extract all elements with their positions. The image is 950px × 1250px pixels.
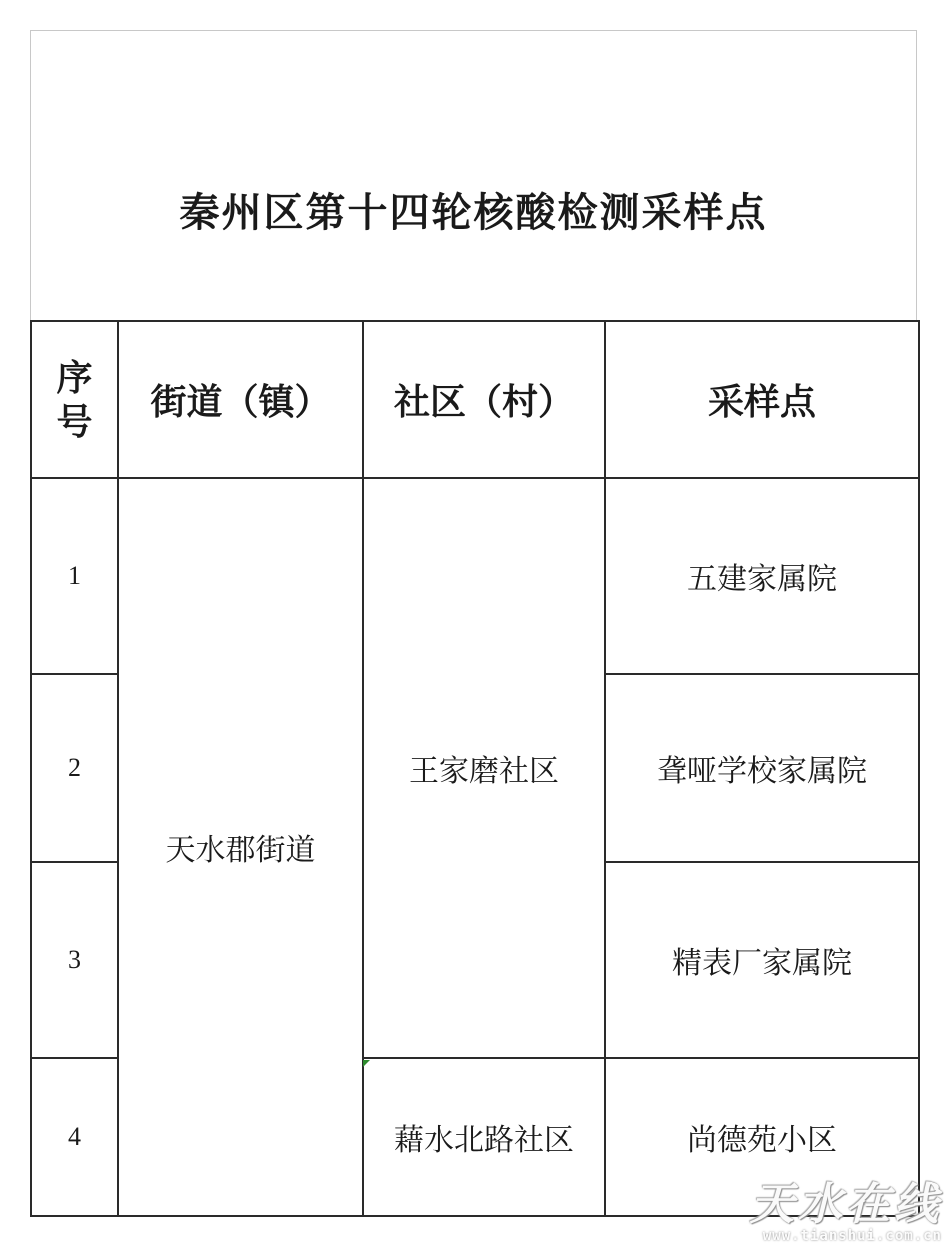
watermark <box>750 1179 942 1244</box>
cell-corner-marker <box>363 1060 370 1067</box>
site-cell: 五建家属院 <box>605 478 919 674</box>
site-cell: 尚德苑小区 <box>605 1058 919 1216</box>
street-cell: 天水郡街道 <box>118 478 363 1216</box>
table-row <box>31 478 919 674</box>
row-number: 4 <box>31 1058 118 1216</box>
header-community: 社区（村） <box>363 321 605 478</box>
site-cell: 精表厂家属院 <box>605 862 919 1058</box>
header-no <box>31 321 118 478</box>
header-no-label: 序号 <box>56 356 93 443</box>
row-number: 3 <box>31 862 118 1058</box>
row-number: 1 <box>31 478 118 674</box>
community-cell: 王家磨社区 <box>363 478 605 1058</box>
page-title: 秦州区第十四轮核酸检测采样点 <box>179 189 768 236</box>
site-cell: 聋哑学校家属院 <box>605 674 919 862</box>
table-header-row <box>31 321 919 478</box>
header-street: 街道（镇） <box>118 321 363 478</box>
row-number: 2 <box>31 674 118 862</box>
watermark-url: www.tianshui.com.cn <box>762 1228 942 1244</box>
community-cell: 藉水北路社区 <box>363 1058 605 1216</box>
header-site: 采样点 <box>605 321 919 478</box>
sampling-sites-table <box>30 320 920 1217</box>
title-box <box>30 30 917 320</box>
watermark-brand: 天水在线 <box>750 1179 942 1230</box>
